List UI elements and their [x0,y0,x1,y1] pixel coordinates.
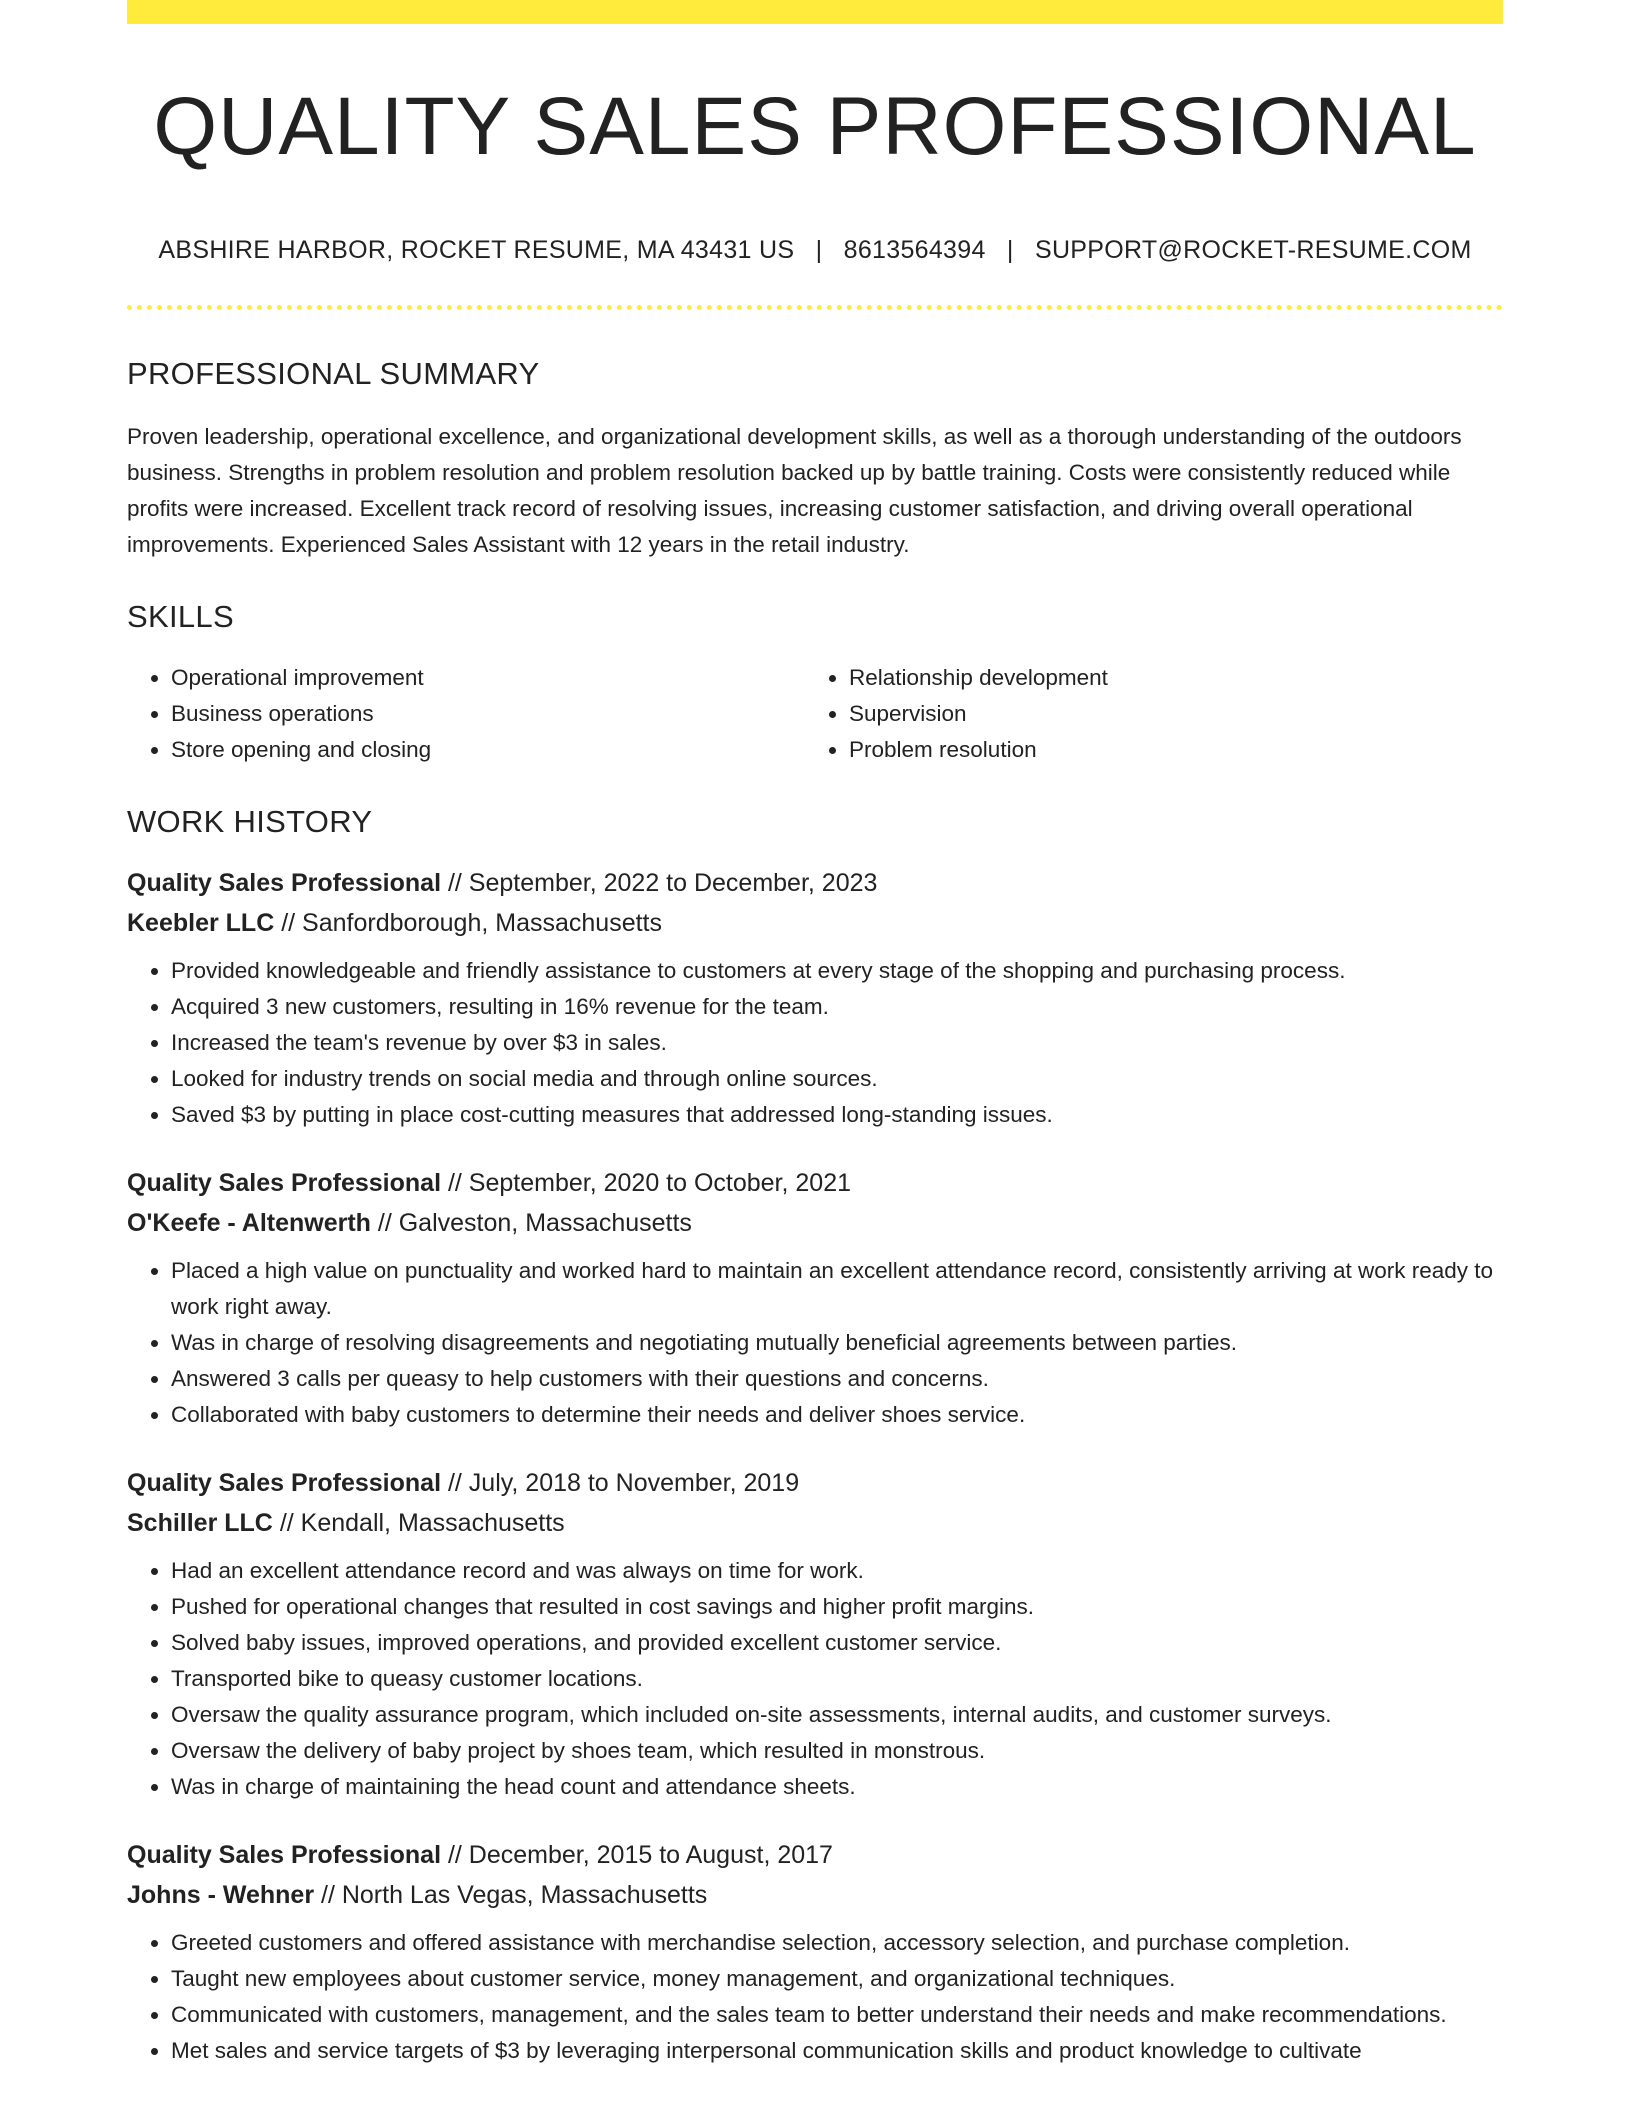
job-role: Quality Sales Professional [127,1469,442,1497]
work-history-heading: WORK HISTORY [127,804,373,839]
job-bullet: • Taught new employees about customer service, money management, and organizational techniques. [171,1961,1503,1997]
job-bullets [127,953,1503,1133]
job-location: // Galveston, Massachusetts [370,1209,692,1237]
summary-text: Proven leadership, operational excellence, and organizational development skills, as well as a thorough understanding of the outdoors business. Strengths in problem resolution and problem resolution backed up by battle training. Costs were consistently reduced while profits were increased. Excellent track record of resolving issues, increasing customer satisfaction, and driving overall operational improvements. Experienced Sales Assistant with 12 years in the retail industry. [127,424,1462,557]
job-bullet: • Greeted customers and offered assistance with merchandise selection, accessory selection, and purchase completion. [171,1925,1503,1961]
skill-item: • Relationship development [849,660,1483,696]
job-bullet: • Saved $3 by putting in place cost-cutting measures that addressed long-standing issues. [171,1097,1503,1133]
dotted-divider [127,305,1503,310]
job-bullet: • Looked for industry trends on social media and through online sources. [171,1061,1503,1097]
top-accent-bar [127,0,1503,24]
job-company: O'Keefe - Altenwerth [127,1209,371,1237]
job-bullet: • Oversaw the delivery of baby project by shoes team, which resulted in monstrous. [171,1733,1503,1769]
job-company-line [127,903,1503,943]
skills-column-left [127,660,805,768]
job-entry [127,863,1503,1133]
job-role-line [127,1463,1503,1503]
skill-item: • Operational improvement [171,660,805,696]
job-company-line [127,1875,1503,1915]
job-dates: // July, 2018 to November, 2019 [441,1469,800,1497]
contact-separator: | [1006,236,1014,264]
job-company: Schiller LLC [127,1509,273,1537]
job-bullet: • Collaborated with baby customers to determine their needs and deliver shoes service. [171,1397,1503,1433]
job-bullets [127,1925,1503,2069]
job-bullet: • Had an excellent attendance record and was always on time for work. [171,1553,1503,1589]
skill-item: • Supervision [849,696,1483,732]
job-bullet: • Provided knowledgeable and friendly assistance to customers at every stage of the shopping and purchasing process. [171,953,1503,989]
job-location: // Sanfordborough, Massachusetts [274,909,662,937]
job-bullets [127,1553,1503,1805]
job-bullet: • Placed a high value on punctuality and worked hard to maintain an excellent attendance record, consistently arriving at work ready to work right away. [171,1253,1503,1325]
contact-address: ABSHIRE HARBOR, ROCKET RESUME, MA 43431 US [158,236,795,264]
skill-item: • Store opening and closing [171,732,805,768]
job-role: Quality Sales Professional [127,1169,442,1197]
contact-email: SUPPORT@ROCKET-RESUME.COM [1034,236,1472,264]
job-bullet: • Oversaw the quality assurance program, which included on-site assessments, internal audits, and customer surveys. [171,1697,1503,1733]
contact-separator: | [815,236,823,264]
job-entry [127,1835,1503,2069]
job-bullet: • Acquired 3 new customers, resulting in 16% revenue for the team. [171,989,1503,1025]
job-bullet: • Solved baby issues, improved operations, and provided excellent customer service. [171,1625,1503,1661]
job-bullet: • Was in charge of resolving disagreements and negotiating mutually beneficial agreements between parties. [171,1325,1503,1361]
job-company: Keebler LLC [127,909,275,937]
job-bullet: • Increased the team's revenue by over $3 in sales. [171,1025,1503,1061]
job-role-line [127,1835,1503,1875]
job-bullet: • Transported bike to queasy customer locations. [171,1661,1503,1697]
contact-line [127,238,1503,263]
job-bullet: • Pushed for operational changes that resulted in cost savings and higher profit margins. [171,1589,1503,1625]
job-company-line [127,1203,1503,1243]
job-entry [127,1163,1503,1433]
skills-column-right [805,660,1483,768]
resume-title: QUALITY SALES PROFESSIONAL [153,81,1477,172]
job-role-line [127,863,1503,903]
job-company: Johns - Wehner [127,1881,315,1909]
job-location: // Kendall, Massachusetts [272,1509,565,1537]
job-bullet: • Answered 3 calls per queasy to help customers with their questions and concerns. [171,1361,1503,1397]
job-bullet: • Met sales and service targets of $3 by leveraging interpersonal communication skills and product knowledge to cultivate [171,2033,1503,2069]
job-bullet: • Was in charge of maintaining the head count and attendance sheets. [171,1769,1503,1805]
job-role: Quality Sales Professional [127,1841,442,1869]
job-dates: // December, 2015 to August, 2017 [441,1841,833,1869]
job-role-line [127,1163,1503,1203]
skill-item: • Business operations [171,696,805,732]
job-dates: // September, 2020 to October, 2021 [441,1169,852,1197]
job-role: Quality Sales Professional [127,869,442,897]
job-company-line [127,1503,1503,1543]
job-dates: // September, 2022 to December, 2023 [441,869,878,897]
skills-list [127,660,1503,768]
resume-page [127,0,1503,2069]
skills-heading: SKILLS [127,599,234,634]
job-bullets [127,1253,1503,1433]
job-bullet: • Communicated with customers, management, and the sales team to better understand their needs and make recommendations. [171,1997,1503,2033]
skill-item: • Problem resolution [849,732,1483,768]
summary-heading: PROFESSIONAL SUMMARY [127,356,540,391]
contact-phone: 8613564394 [843,236,986,264]
job-entry [127,1463,1503,1805]
job-location: // North Las Vegas, Massachusetts [314,1881,708,1909]
